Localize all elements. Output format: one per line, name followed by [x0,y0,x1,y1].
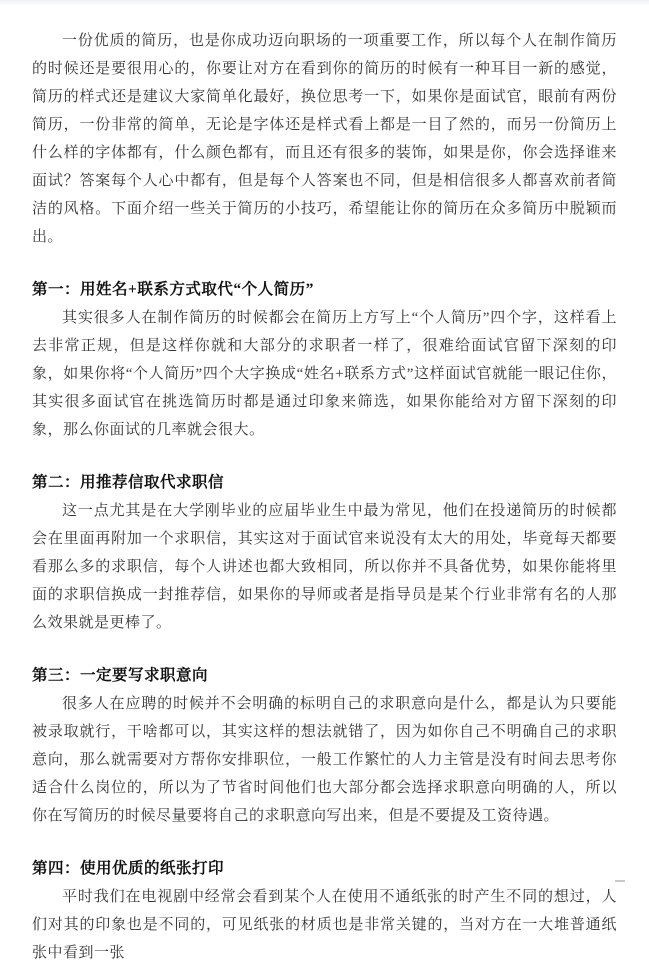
section-1-heading: 第一：用姓名+联系方式取代“个人简历” [32,281,314,298]
section-1-paragraph: 其实很多人在制作简历的时候都会在简历上方写上“个人简历”四个字，这样看上去非常正规，但是这样你就和大部分的求职者一样了，很难给面试官留下深刻的印象，如果你将“个人简历”四个大字换成“姓名+联系方式”这样面试官就能一眼记住你，其实很多面试官在挑选简历时都是通过印象来筛选，如果你能给对方留下深刻的印象，那么你面试的几率就会很大。 [32,310,617,438]
section-2 [32,469,617,637]
section-3-heading: 第三：一定要写求职意向 [32,667,209,684]
section-4-paragraph: 平时我们在电视剧中经常会看到某个人在使用不通纸张的时产生不同的想过，人们对其的印象也是不同的，可见纸张的材质也是非常关键的，当对方在一大堆普通纸张中看到一张 [32,889,617,961]
intro-paragraph: 一份优质的简历，也是你成功迈向职场的一项重要工作，所以每个人在制作简历的时候还是要很用心的，你要让对方在看到你的简历的时候有一种耳目一新的感觉，简历的样式还是建议大家简单化最好，换位思考一下，如果你是面试官，眼前有两份简历，一份非常的简单，无论是字体还是样式看上都是一目了然的，而另一份简历上什么样的字体都有，什么颜色都有，而且还有很多的装饰，如果是你，你会选择谁来面试？答案每个人心中都有，但是每个人答案也不同，但是相信很多人都喜欢前者简洁的风格。下面介绍一些关于简历的小技巧，希望能让你的简历在众多简历中脱颖而出。 [32,33,617,245]
page-bottom-dash [615,880,625,882]
section-4 [32,855,617,967]
section-2-paragraph: 这一点尤其是在大学刚毕业的应届毕业生中最为常见，他们在投递简历的时候都会在里面再附加一个求职信，其实这对于面试官来说没有太大的用处，毕竟每天都要看那么多的求职信，每个人讲述也都大致相同，所以你并不具备优势，如果你能将里面的求职信换成一封推荐信，如果你的导师或者是指导员是某个行业非常有名的人那么效果就是更棒了。 [32,503,617,631]
section-3-paragraph: 很多人在应聘的时候并不会明确的标明自己的求职意向是什么，都是认为只要能被录取就行，干啥都可以，其实这样的想法就错了，因为如你自己不明确自己的求职意向，那么就需要对方帮你安排职位，一般工作繁忙的人力主管是没有时间去思考你适合什么岗位的，所以为了节省时间他们也大部分都会选择求职意向明确的人，所以你在写简历的时候尽量要将自己的求职意向写出来，但是不要提及工资待遇。 [32,696,617,824]
section-4-heading: 第四：使用优质的纸张打印 [32,860,225,877]
section-2-heading: 第二：用推荐信取代求职信 [32,474,225,491]
section-3 [32,662,617,830]
section-1 [32,276,617,444]
